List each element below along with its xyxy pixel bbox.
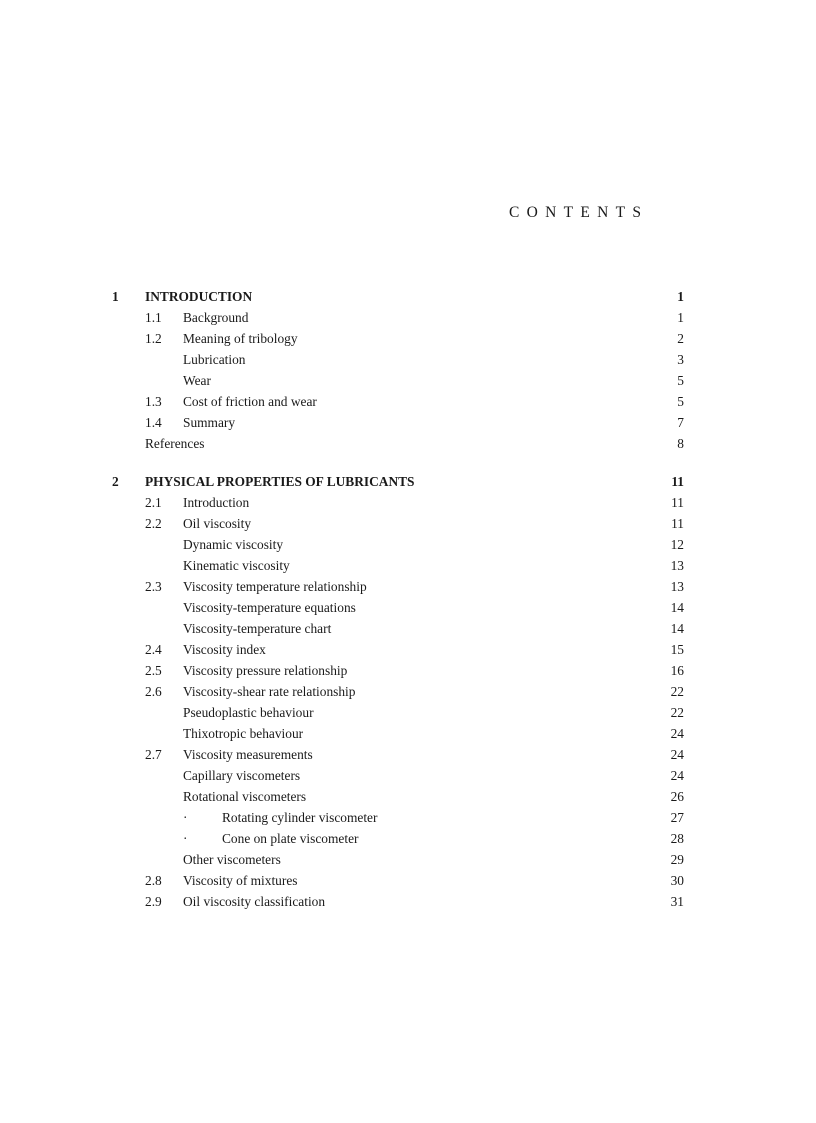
subsection-title: Dynamic viscosity (183, 537, 284, 552)
page-number: 1 (677, 310, 684, 325)
references-title: References (145, 436, 205, 451)
page-number: 22 (670, 705, 684, 720)
section-title: Viscosity of mixtures (183, 873, 298, 888)
page-number: 24 (670, 768, 684, 783)
toc-entry[interactable] (112, 702, 690, 723)
page-number: 30 (670, 873, 684, 888)
bullet-item-title: Cone on plate viscometer (222, 831, 359, 846)
toc-entry[interactable] (112, 870, 690, 891)
toc-entry[interactable] (112, 492, 690, 513)
toc-entry[interactable] (112, 412, 690, 433)
chapter-page-number: 11 (671, 474, 684, 489)
page-number: 5 (677, 373, 684, 388)
subsection-title: Lubrication (183, 352, 246, 367)
toc-entry[interactable] (112, 891, 690, 912)
section-title: Background (183, 310, 249, 325)
section-title: Viscosity measurements (183, 747, 313, 762)
page-number: 5 (677, 394, 684, 409)
page-number: 24 (670, 747, 684, 762)
references-entry[interactable] (112, 433, 690, 454)
page-number: 3 (677, 352, 684, 367)
toc-entry[interactable] (112, 807, 690, 828)
subsection-title: Capillary viscometers (183, 768, 301, 783)
toc-entry[interactable] (112, 660, 690, 681)
page-number: 15 (670, 642, 684, 657)
toc-entry[interactable] (112, 370, 690, 391)
subsection-title: Pseudoplastic behaviour (183, 705, 314, 720)
page-number: 11 (671, 495, 684, 510)
section-title: Viscosity pressure relationship (183, 663, 348, 678)
page-number: 22 (670, 684, 684, 699)
toc-entry[interactable] (112, 744, 690, 765)
toc-entry[interactable] (112, 681, 690, 702)
page-number: 28 (670, 831, 684, 846)
section-title: Viscosity index (183, 642, 266, 657)
table-of-contents (112, 286, 690, 929)
bullet-icon: · (183, 810, 188, 825)
toc-entry[interactable] (112, 828, 690, 849)
bullet-icon: · (183, 831, 188, 846)
section-number: 2.8 (145, 873, 162, 888)
section-number: 2.5 (145, 663, 162, 678)
chapter-block (112, 471, 690, 912)
subsection-title: Kinematic viscosity (183, 558, 290, 573)
subsection-title: Viscosity-temperature equations (183, 600, 356, 615)
page-number: 31 (670, 894, 684, 909)
page-number: 27 (670, 810, 684, 825)
page-number: 14 (670, 621, 684, 636)
page-number: 14 (670, 600, 684, 615)
page-number: 7 (677, 415, 684, 430)
section-title: Summary (183, 415, 236, 430)
toc-entry[interactable] (112, 597, 690, 618)
chapter-number: 2 (112, 474, 119, 489)
toc-entry[interactable] (112, 618, 690, 639)
subsection-title: Rotational viscometers (183, 789, 307, 804)
toc-entry[interactable] (112, 391, 690, 412)
toc-entry[interactable] (112, 307, 690, 328)
page-number: 2 (677, 331, 684, 346)
page-number: 26 (670, 789, 684, 804)
section-number: 1.3 (145, 394, 162, 409)
page-number: 24 (670, 726, 684, 741)
page-number: 8 (677, 436, 684, 451)
toc-entry[interactable] (112, 723, 690, 744)
toc-entry[interactable] (112, 765, 690, 786)
subsection-title: Other viscometers (183, 852, 281, 867)
chapter-title: PHYSICAL PROPERTIES OF LUBRICANTS (145, 474, 415, 489)
page-number: 11 (671, 516, 684, 531)
section-number: 2.3 (145, 579, 162, 594)
section-number: 1.4 (145, 415, 162, 430)
section-title: Oil viscosity classification (183, 894, 326, 909)
section-title: Oil viscosity (183, 516, 252, 531)
page-number: 16 (670, 663, 684, 678)
toc-entry[interactable] (112, 555, 690, 576)
toc-entry[interactable] (112, 576, 690, 597)
toc-entry[interactable] (112, 513, 690, 534)
section-number: 2.9 (145, 894, 162, 909)
toc-entry[interactable] (112, 639, 690, 660)
section-number: 2.6 (145, 684, 162, 699)
section-number: 2.4 (145, 642, 162, 657)
toc-entry[interactable] (112, 534, 690, 555)
page-number: 13 (670, 558, 684, 573)
bullet-item-title: Rotating cylinder viscometer (222, 810, 378, 825)
toc-entry[interactable] (112, 328, 690, 349)
page-title: CONTENTS (509, 204, 649, 221)
subsection-title: Thixotropic behaviour (183, 726, 304, 741)
chapter-number: 1 (112, 289, 119, 304)
section-number: 2.7 (145, 747, 162, 762)
page-number: 12 (670, 537, 684, 552)
section-number: 2.2 (145, 516, 162, 531)
subsection-title: Viscosity-temperature chart (183, 621, 332, 636)
toc-entry[interactable] (112, 786, 690, 807)
chapter-heading[interactable] (112, 286, 690, 307)
section-number: 1.2 (145, 331, 162, 346)
section-number: 1.1 (145, 310, 162, 325)
section-title: Introduction (183, 495, 250, 510)
section-title: Viscosity temperature relationship (183, 579, 367, 594)
page-number: 29 (670, 852, 684, 867)
section-title: Viscosity-shear rate relationship (183, 684, 356, 699)
chapter-page-number: 1 (677, 289, 684, 304)
section-number: 2.1 (145, 495, 162, 510)
chapter-title: INTRODUCTION (145, 289, 253, 304)
chapter-heading[interactable] (112, 471, 690, 492)
subsection-title: Wear (183, 373, 211, 388)
chapter-block (112, 286, 690, 454)
section-title: Cost of friction and wear (183, 394, 317, 409)
page-number: 13 (670, 579, 684, 594)
toc-entry[interactable] (112, 849, 690, 870)
section-title: Meaning of tribology (183, 331, 298, 346)
toc-entry[interactable] (112, 349, 690, 370)
